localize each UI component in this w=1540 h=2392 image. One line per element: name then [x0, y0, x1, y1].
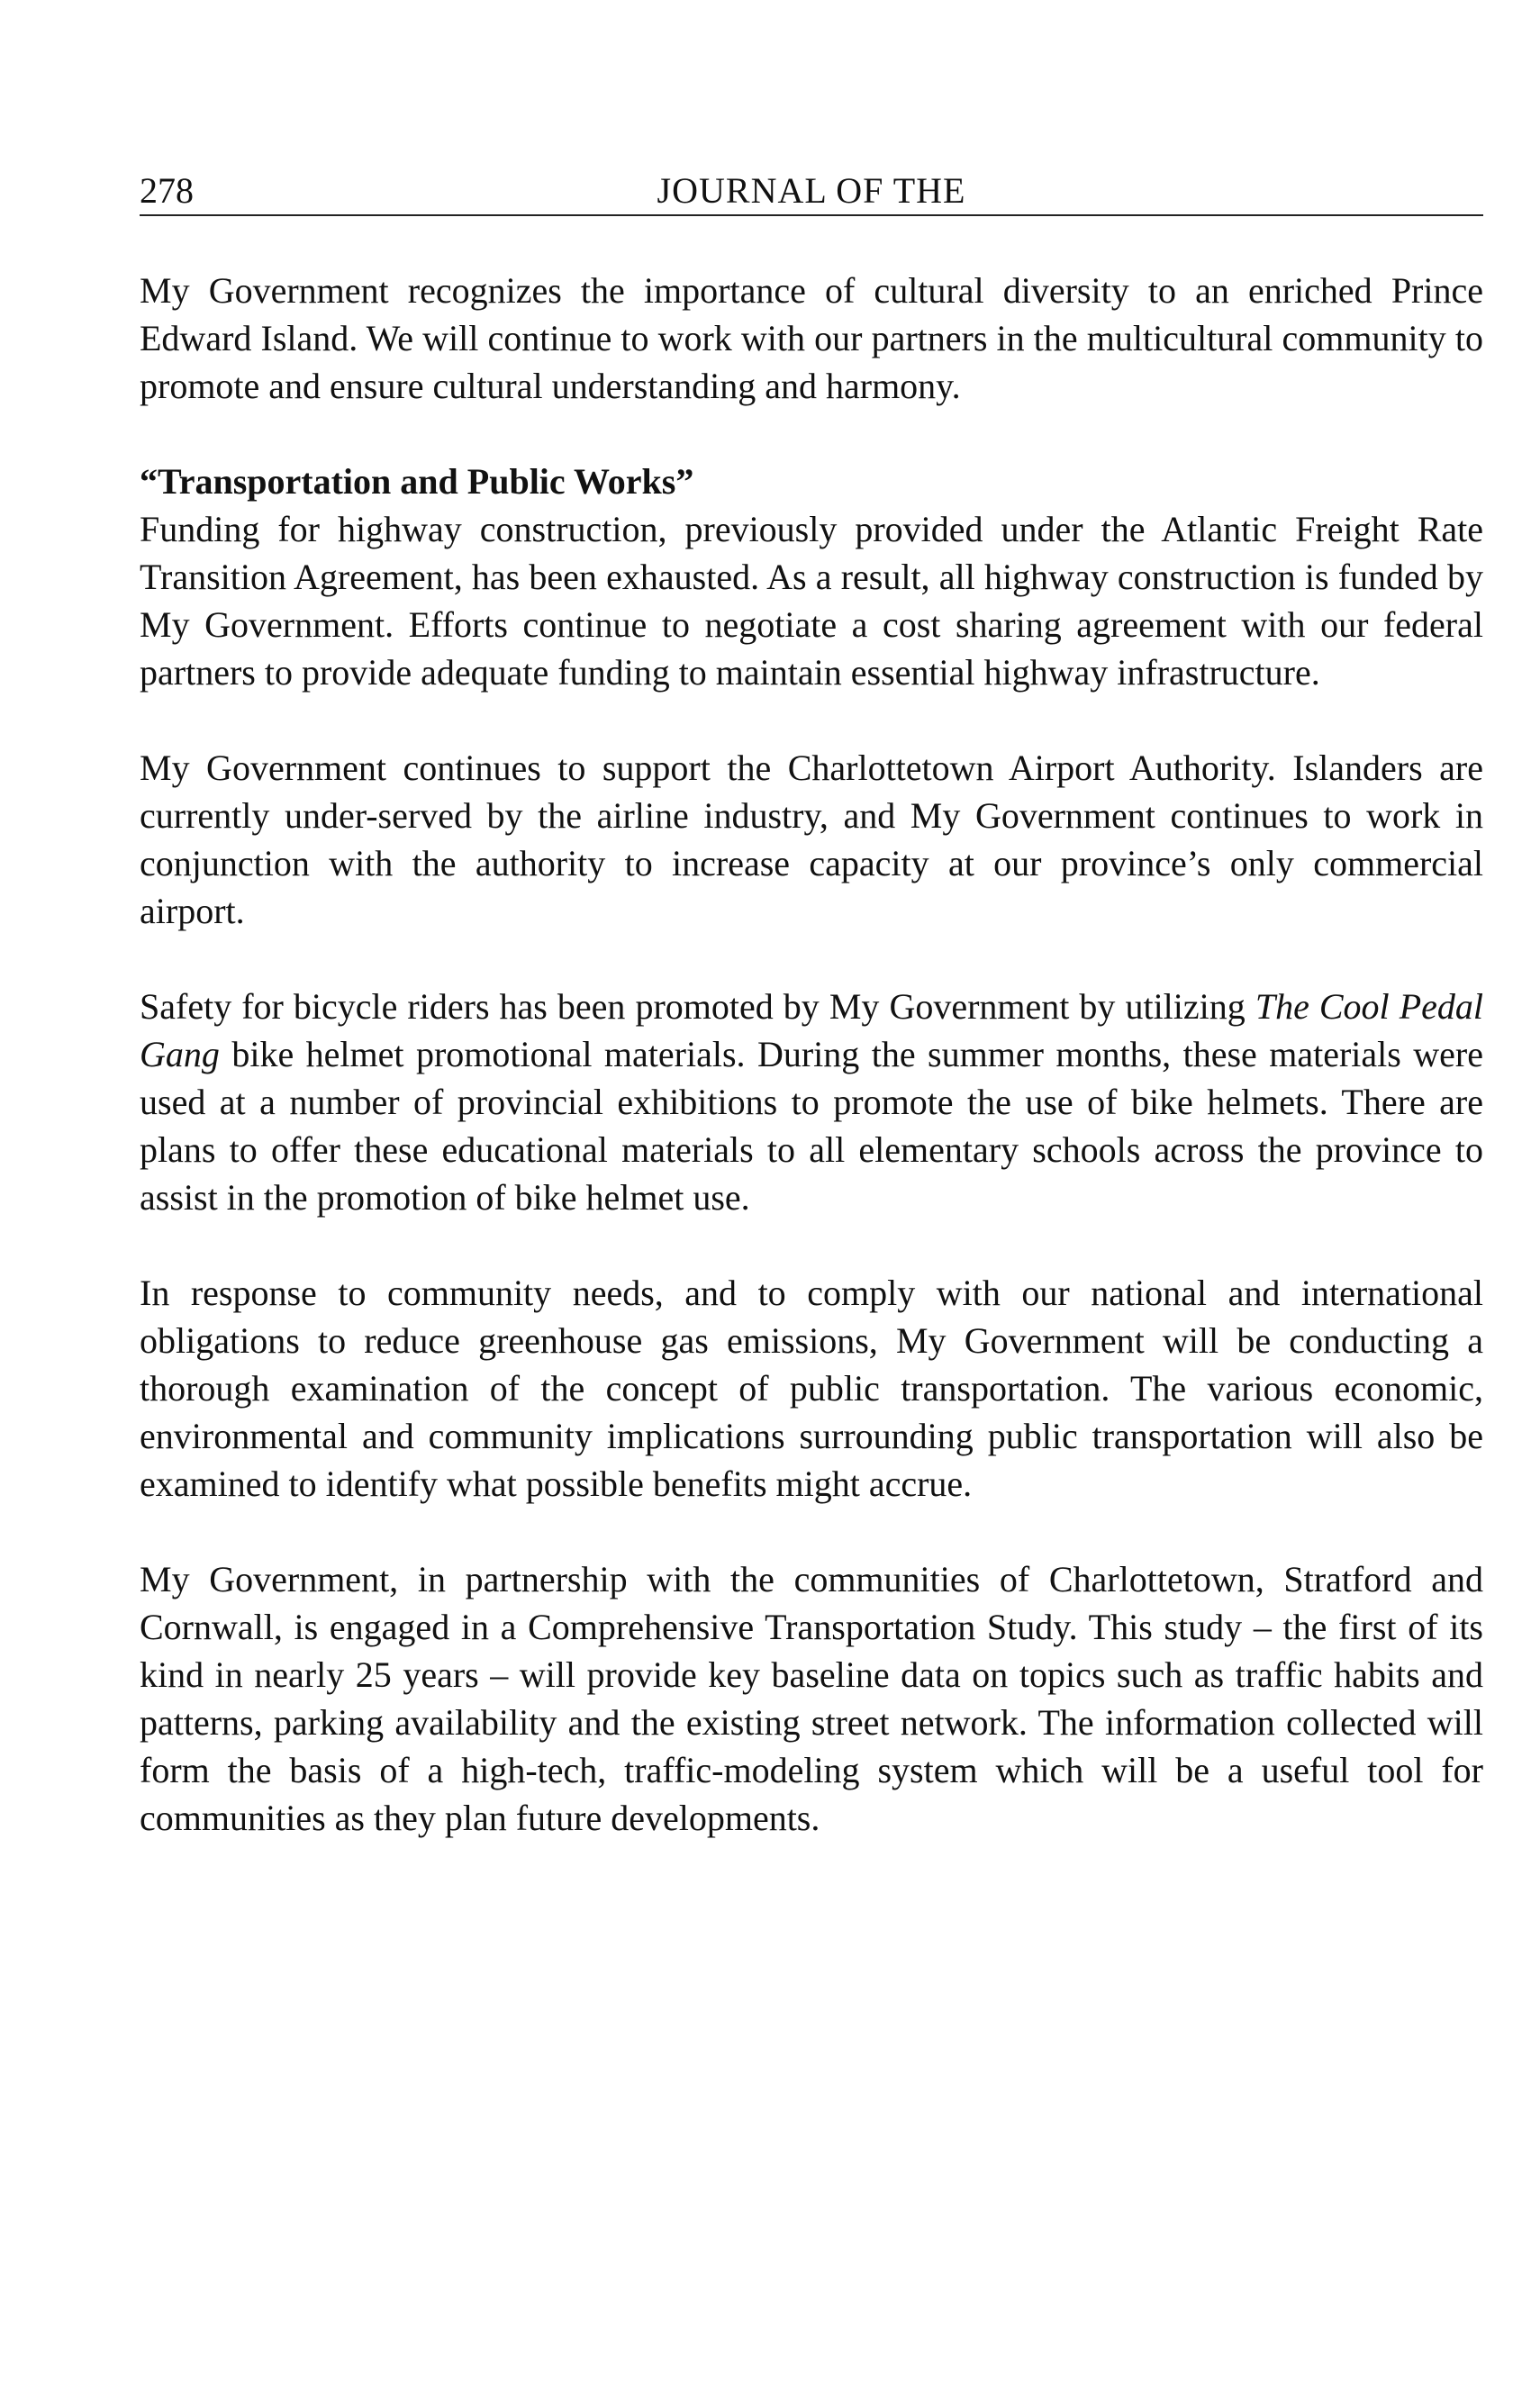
section-transportation: [140, 458, 1483, 696]
running-head: [140, 168, 1483, 216]
journal-title: JOURNAL OF THE: [657, 170, 966, 211]
body-text: [140, 267, 1483, 1842]
paragraph-highway-funding: Funding for highway construction, previously provided under the Atlantic Freight Rate Transition Agreement, has been exhausted. As a result, all highway construction is funded by My Government. Efforts continue to negotiate a cost sharing agreement with our federal partners to provide adequate funding to maintain essential highway infrastructure.: [140, 509, 1483, 693]
paragraph-bicycle-safety: [140, 983, 1483, 1221]
paragraph-airport-authority: My Government continues to support the Charlottetown Airport Authority. Islanders are currently under-served by the airline industry, and My Government continues to work in conjunction with the authority to increase capacity at our province’s only commercial airport.: [140, 748, 1483, 931]
cool-pedal-gang-title: The Cool Pedal Gang: [140, 986, 1483, 1074]
paragraph-public-transportation: In response to community needs, and to comply with our national and international obligations to reduce greenhouse gas emissions, My Government will be conducting a thorough examination of the concept of public transportation. The various economic, environmental and community implications surrounding public transportation will also be examined to identify what possible benefits might accrue.: [140, 1273, 1483, 1504]
bicycle-safety-text-start: Safety for bicycle riders has been promoted by My Government by utilizing: [140, 986, 1255, 1027]
bicycle-safety-text-end: bike helmet promotional materials. During the summer months, these materials were used at a number of provincial exhibitions to promote the use of bike helmets. There are plans to offer these educational materials to all elementary schools across the province to assist in the promotion of bike helmet use.: [140, 1034, 1483, 1218]
page-number: 278: [140, 170, 194, 211]
paragraph-cultural-diversity: My Government recognizes the importance of cultural diversity to an enriched Prince Edward Island. We will continue to work with our partners in the multicultural community to promote and ensure cultural understanding and harmony.: [140, 270, 1483, 406]
paragraph-transportation-study: My Government, in partnership with the communities of Charlottetown, Stratford and Cornwall, is engaged in a Comprehensive Transportation Study. This study – the first of its kind in nearly 25 years – will provide key baseline data on topics such as traffic habits and patterns, parking availability and the existing street network. The information collected will form the basis of a high-tech, traffic-modeling system which will be a useful tool for communities as they plan future developments.: [140, 1559, 1483, 1838]
section-heading: “Transportation and Public Works”: [140, 461, 694, 502]
